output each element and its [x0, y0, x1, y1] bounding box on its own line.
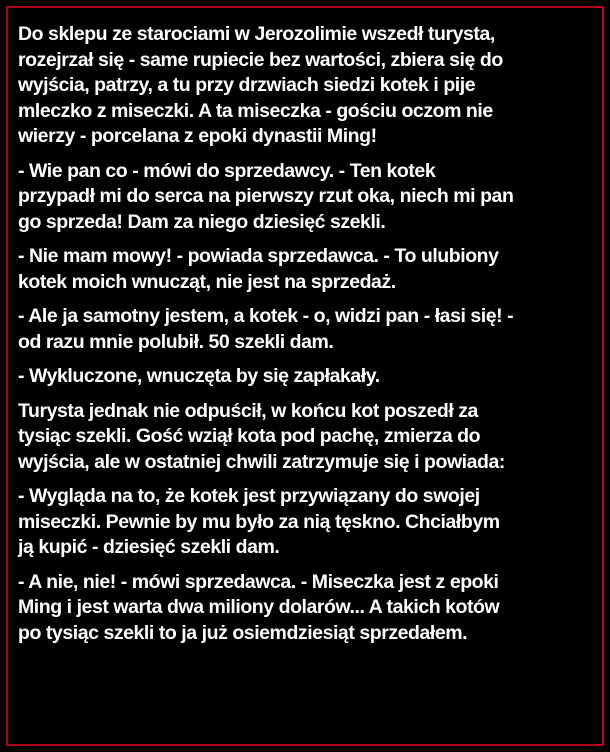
text-line: wyjścia, patrzy, a tu przy drzwiach siedzi kotek i pije — [18, 74, 476, 96]
text-line: Turysta jednak nie odpuścił, w końcu kot poszedł za — [18, 399, 478, 422]
text-line: Do sklepu ze starociami w Jerozolimie wszedł turysta, — [18, 23, 495, 45]
text-line: rozejrzał się - same rupiecie bez wartości, zbiera się do — [18, 48, 503, 71]
text-line: - Ale ja samotny jestem, a kotek - o, widzi pan - łasi się! - — [18, 305, 514, 327]
text-line: mleczko z miseczki. A ta miseczka - gościu oczom nie — [18, 99, 493, 122]
text-line: miseczki. Pewnie by mu było za nią tęskno. Chciałbym — [18, 510, 500, 533]
text-line: Ming i jest warta dwa miliony dolarów... A takich kotów — [18, 596, 500, 618]
text-line: wyjścia, ale w ostatniej chwili zatrzymuje się i powiada: — [18, 450, 505, 473]
paragraph-tourist-insists — [18, 304, 594, 355]
paragraph-tourist-offer — [18, 159, 594, 236]
text-line: od razu mnie polubił. 50 szekli dam. — [18, 330, 334, 353]
joke-text-block — [18, 22, 594, 655]
text-line: - A nie, nie! - mówi sprzedawca. - Miseczka jest z epoki — [18, 570, 499, 593]
text-line: - Wygląda na to, że kotek jest przywiązany do swojej — [18, 485, 480, 507]
text-line: wierzy - porcelana z epoki dynastii Ming! — [18, 125, 377, 147]
text-line: - Wie pan co - mówi do sprzedawcy. - Ten kotek — [18, 159, 436, 182]
text-line: - Nie mam mowy! - powiada sprzedawca. - To ulubiony — [18, 245, 499, 267]
text-line: po tysiąc szekli to ja już osiemdziesiąt sprzedałem. — [18, 621, 468, 644]
paragraph-narration — [18, 399, 594, 476]
paragraph-seller-refusal — [18, 244, 594, 295]
paragraph-intro — [18, 22, 594, 150]
paragraph-bowl-offer — [18, 484, 594, 561]
text-line: ją kupić - dziesięć szekli dam. — [18, 536, 280, 558]
paragraph-punchline — [18, 570, 594, 647]
text-line: - Wykluczone, wnuczęta by się zapłakały. — [18, 365, 380, 387]
text-line: przypadł mi do serca na pierwszy rzut oka, niech mi pan — [18, 185, 514, 207]
text-line: go sprzeda! Dam za niego dziesięć szekli. — [18, 210, 386, 233]
text-line: tysiąc szekli. Gość wziął kota pod pachę, zmierza do — [18, 425, 481, 447]
paragraph-seller-no — [18, 364, 594, 390]
text-line: kotek moich wnucząt, nie jest na sprzedaż. — [18, 270, 396, 293]
